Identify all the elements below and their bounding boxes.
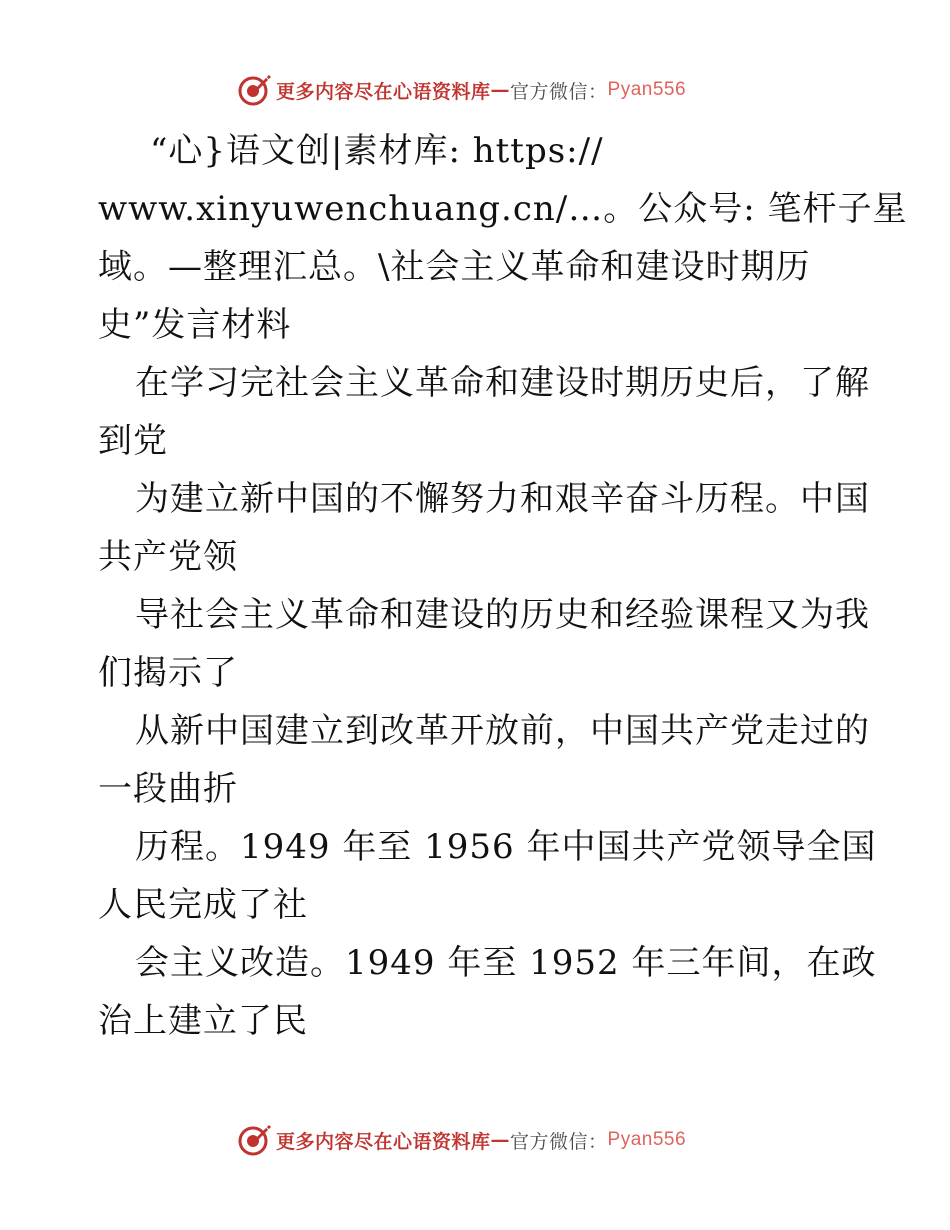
document-line: 导社会主义革命和建设的历史和经验课程又为我 — [135, 595, 870, 635]
document-line: 到党 — [98, 421, 168, 461]
document-line: 共产党领 — [98, 537, 238, 577]
document-line: 人民完成了社 — [98, 885, 308, 925]
document-line: 从新中国建立到改革开放前，中国共产党走过的 — [135, 711, 870, 751]
document-line: 们揭示了 — [98, 653, 238, 693]
footer-banner-wechat-label: 官方微信： — [510, 1130, 608, 1153]
document-line: 会主义改造。1949 年至 1952 年三年间，在政 — [135, 943, 877, 983]
document-body — [98, 122, 908, 1050]
footer-banner-title: 更多内容尽在心语资料库 — [276, 1130, 491, 1153]
document-line: 一段曲折 — [98, 769, 238, 809]
header-banner-title: 更多内容尽在心语资料库 — [276, 80, 491, 103]
header-banner-wechat-label: 官方微信： — [510, 80, 608, 103]
header-banner-content — [236, 72, 686, 108]
footer-banner-dash: — — [490, 1129, 511, 1151]
document-line: www.xinyuwenchuang.cn/…。公众号: 笔杆子星 — [98, 189, 908, 229]
footer-banner-wechat-id: Pyan556 — [607, 1129, 687, 1150]
footer-banner-content — [236, 1122, 686, 1158]
footer-banner — [0, 1120, 950, 1160]
document-line: “心}语文创|素材库: https:// — [150, 131, 604, 171]
pen-logo-icon — [236, 72, 272, 108]
document-line: 治上建立了民 — [98, 1001, 308, 1041]
header-banner — [0, 70, 950, 110]
document-line: 在学习完社会主义革命和建设时期历史后，了解 — [135, 363, 870, 403]
pen-logo-icon — [236, 1122, 272, 1158]
document-line: 域。—整理汇总。\社会主义革命和建设时期历 — [98, 247, 811, 287]
header-banner-wechat-id: Pyan556 — [607, 79, 687, 100]
header-banner-dash: — — [490, 79, 511, 101]
document-line: 历程。1949 年至 1956 年中国共产党领导全国 — [135, 827, 877, 867]
document-line: 史”发言材料 — [98, 305, 292, 345]
document-line: 为建立新中国的不懈努力和艰辛奋斗历程。中国 — [135, 479, 870, 519]
